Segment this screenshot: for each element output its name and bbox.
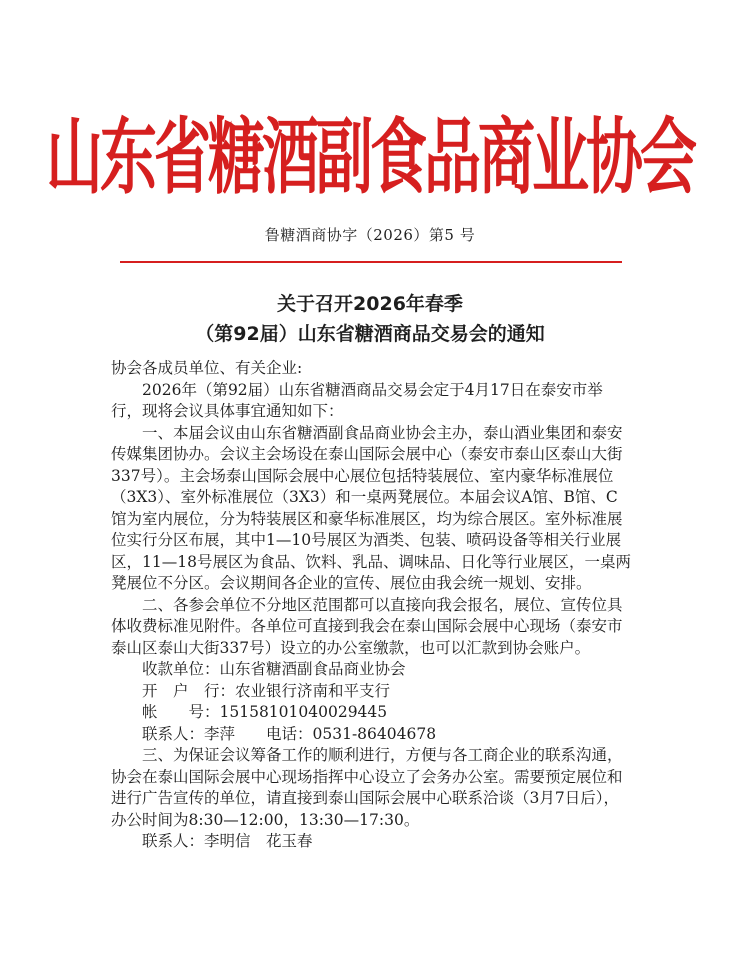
notice-title bbox=[0, 289, 740, 349]
notice-title-line-2: （第92届）山东省糖酒商品交易会的通知 bbox=[195, 323, 545, 345]
section-2-paragraph: 二、各参会单位不分地区范围都可以直接向我会报名，展位、宣传位具体收费标准见附件。各单位可直接到我会在泰山国际会展中心现场（泰安市泰山区泰山大街337号）设立的办公室缴款，也可以汇款到协会账户。 bbox=[111, 595, 623, 657]
contact-line-1: 联系人：李萍 电话：0531-86404678 bbox=[142, 724, 437, 743]
section-1-paragraph: 一、本届会议由山东省糖酒副食品商业协会主办，泰山酒业集团和泰安传媒集团协办。会议主会场设在泰山国际会展中心（泰安市泰山区泰山大街337号）。主会场泰山国际会展中心展位包括特装展位、室内豪华标准展位（3X3）、室外标准展位（3X3）和一桌两凳展位。本届会议A馆、B馆、C馆为室内展位，分为特装展区和豪华标准展区，均为综合展区。室外标准展位实行分区布展，其中1—10号展区为酒类、包装、喷码设备等相关行业展区，11—18号展区为食品、饮料、乳品、调味品、日化等行业展区，一桌两凳展位不分区。会议期间各企业的宣传、展位由我会统一规划、安排。 bbox=[111, 423, 631, 592]
red-divider-line bbox=[120, 261, 622, 263]
salutation: 协会各成员单位、有关企业: bbox=[111, 359, 303, 377]
bank-line: 开 户 行：农业银行济南和平支行 bbox=[142, 681, 391, 700]
section-3-paragraph: 三、为保证会议筹备工作的顺利进行，方便与各工商企业的联系沟通，协会在泰山国际会展中心现场指挥中心设立了会务办公室。需要预定展位和进行广告宣传的单位，请直接到泰山国际会展中心联系洽谈（3月7日后），办公时间为8:30—12:00，13:30—17:30。 bbox=[111, 746, 623, 829]
account-line: 帐 号：15158101040029445 bbox=[142, 703, 388, 721]
notice-title-line-1: 关于召开2026年春季 bbox=[277, 293, 463, 315]
notice-body bbox=[111, 358, 631, 853]
organization-letterhead: 山东省糖酒副食品商业协会 bbox=[46, 110, 694, 206]
document-number: 鲁糖酒商协字（2026）第5 号 bbox=[264, 226, 476, 244]
intro-paragraph: 2026年（第92届）山东省糖酒商品交易会定于4月17日在泰安市举行，现将会议具体事宜通知如下： bbox=[111, 380, 603, 420]
contact-line-2: 联系人：李明信 花玉春 bbox=[142, 832, 313, 850]
payee-line: 收款单位：山东省糖酒副食品商业协会 bbox=[142, 660, 406, 678]
